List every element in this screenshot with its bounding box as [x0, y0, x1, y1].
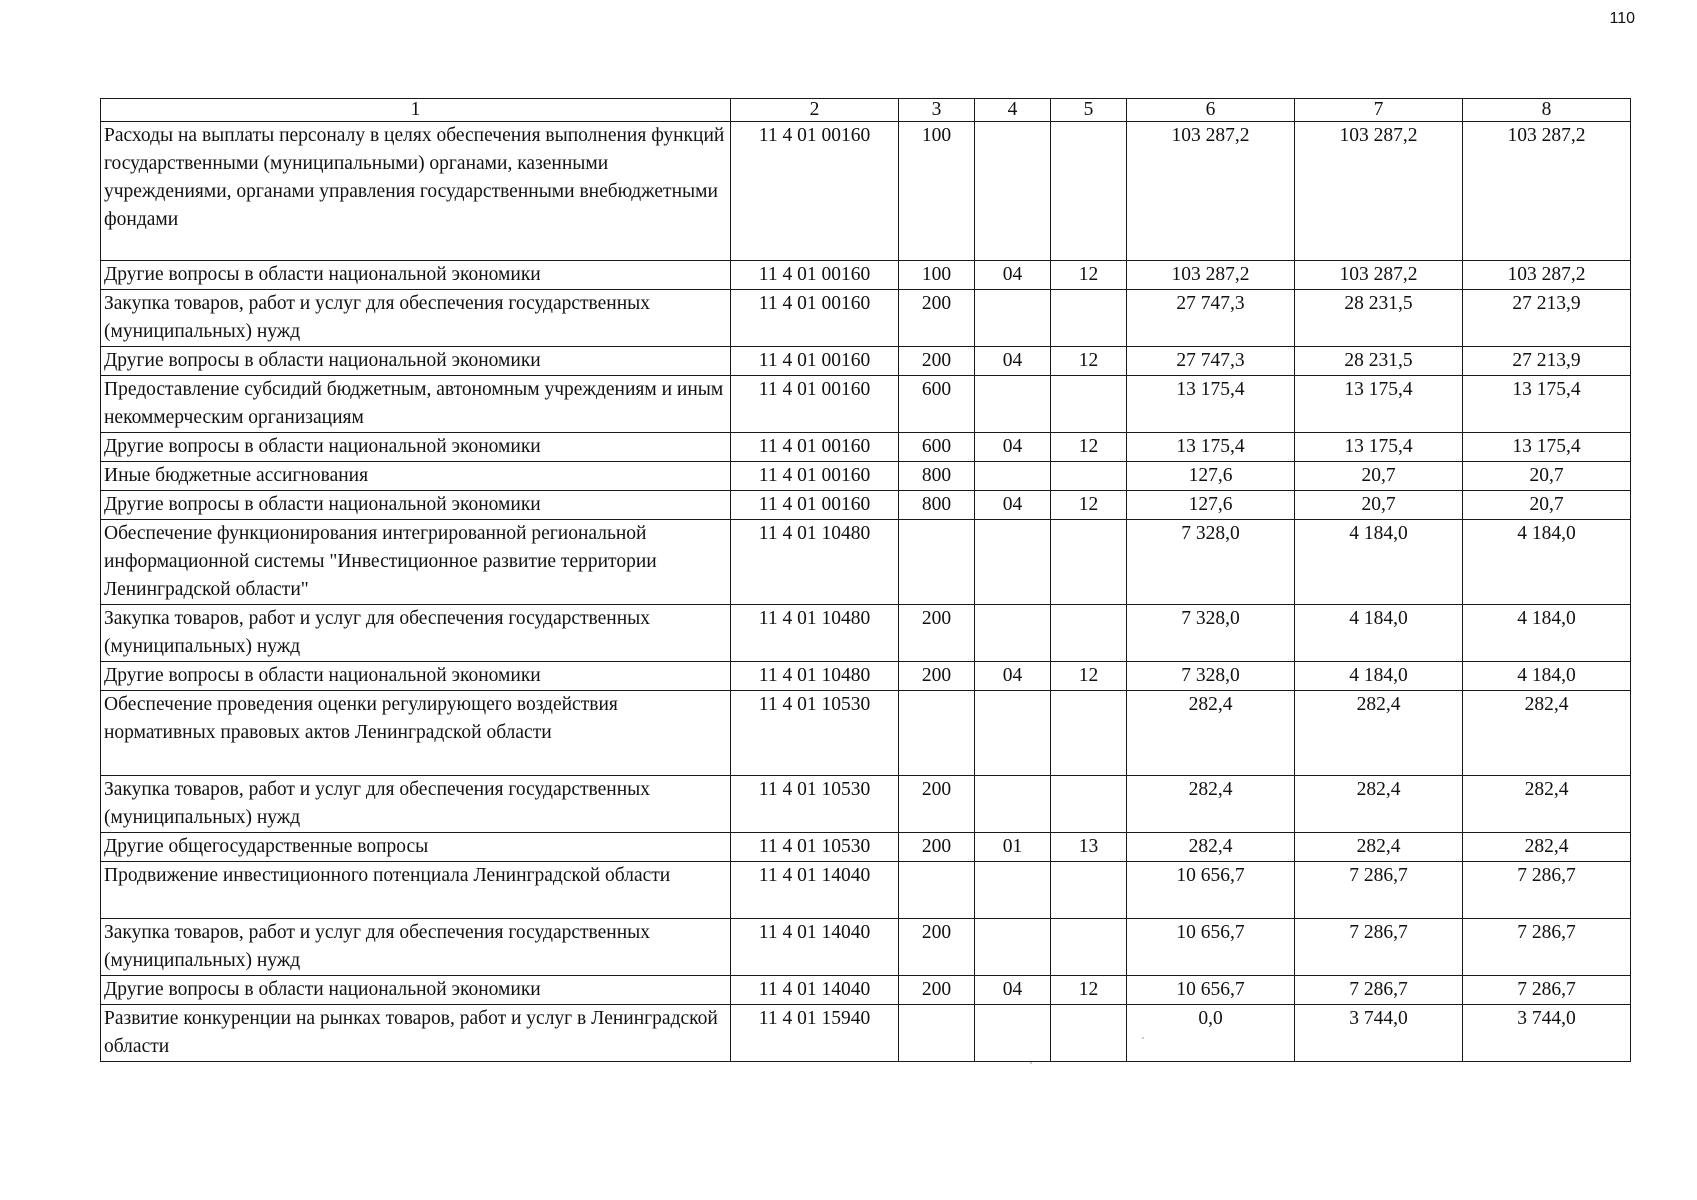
- row-description: Другие вопросы в области национальной экономики: [101, 261, 731, 290]
- section-code: [975, 462, 1051, 491]
- amount-col-6: 7 328,0: [1127, 605, 1295, 662]
- amount-col-8: 7 286,7: [1463, 919, 1631, 976]
- amount-col-7: 3 744,0: [1295, 1005, 1463, 1062]
- scan-speck: [1142, 1037, 1144, 1039]
- amount-col-6: 13 175,4: [1127, 376, 1295, 433]
- amount-col-8: 20,7: [1463, 462, 1631, 491]
- section-code: [975, 520, 1051, 605]
- expense-type-code: [899, 1005, 975, 1062]
- subsection-code: 12: [1051, 261, 1127, 290]
- table-row: [101, 862, 1631, 919]
- section-code: [975, 776, 1051, 833]
- amount-col-8: 4 184,0: [1463, 520, 1631, 605]
- table-row: [101, 462, 1631, 491]
- subsection-code: 12: [1051, 433, 1127, 462]
- expense-type-code: 200: [899, 833, 975, 862]
- amount-col-6: 282,4: [1127, 691, 1295, 776]
- column-header-2: 2: [731, 99, 899, 122]
- row-description: Закупка товаров, работ и услуг для обеспечения государственных (муниципальных) нужд: [101, 776, 731, 833]
- row-description: Развитие конкуренции на рынках товаров, работ и услуг в Ленинградской области: [101, 1005, 731, 1062]
- table-row: [101, 122, 1631, 261]
- subsection-code: [1051, 290, 1127, 347]
- section-code: 01: [975, 833, 1051, 862]
- subsection-code: [1051, 776, 1127, 833]
- amount-col-7: 4 184,0: [1295, 605, 1463, 662]
- section-code: [975, 919, 1051, 976]
- amount-col-6: 7 328,0: [1127, 662, 1295, 691]
- section-code: [975, 122, 1051, 261]
- target-article-code: 11 4 01 00160: [731, 122, 899, 261]
- amount-col-8: 13 175,4: [1463, 433, 1631, 462]
- target-article-code: 11 4 01 14040: [731, 919, 899, 976]
- column-header-5: 5: [1051, 99, 1127, 122]
- amount-col-6: 103 287,2: [1127, 122, 1295, 261]
- row-description: Иные бюджетные ассигнования: [101, 462, 731, 491]
- row-description: Другие вопросы в области национальной экономики: [101, 433, 731, 462]
- scan-speck: [1030, 1062, 1032, 1064]
- table-row: [101, 261, 1631, 290]
- subsection-code: 12: [1051, 976, 1127, 1005]
- target-article-code: 11 4 01 00160: [731, 376, 899, 433]
- expense-type-code: 200: [899, 347, 975, 376]
- amount-col-8: 27 213,9: [1463, 347, 1631, 376]
- amount-col-7: 20,7: [1295, 491, 1463, 520]
- table-row: [101, 491, 1631, 520]
- amount-col-7: 28 231,5: [1295, 347, 1463, 376]
- section-code: 04: [975, 347, 1051, 376]
- amount-col-7: 4 184,0: [1295, 662, 1463, 691]
- target-article-code: 11 4 01 10530: [731, 691, 899, 776]
- table-row: [101, 776, 1631, 833]
- amount-col-7: 4 184,0: [1295, 520, 1463, 605]
- amount-col-8: 4 184,0: [1463, 662, 1631, 691]
- amount-col-7: 28 231,5: [1295, 290, 1463, 347]
- expense-type-code: 600: [899, 376, 975, 433]
- amount-col-6: 127,6: [1127, 462, 1295, 491]
- target-article-code: 11 4 01 00160: [731, 491, 899, 520]
- amount-col-8: 7 286,7: [1463, 976, 1631, 1005]
- subsection-code: [1051, 462, 1127, 491]
- target-article-code: 11 4 01 15940: [731, 1005, 899, 1062]
- subsection-code: [1051, 1005, 1127, 1062]
- amount-col-7: 13 175,4: [1295, 376, 1463, 433]
- column-header-7: 7: [1295, 99, 1463, 122]
- expense-type-code: [899, 862, 975, 919]
- row-description: Закупка товаров, работ и услуг для обеспечения государственных (муниципальных) нужд: [101, 919, 731, 976]
- section-code: [975, 862, 1051, 919]
- subsection-code: 12: [1051, 491, 1127, 520]
- table-row: [101, 662, 1631, 691]
- table-body: [101, 122, 1631, 1062]
- expense-type-code: 100: [899, 261, 975, 290]
- amount-col-6: 282,4: [1127, 833, 1295, 862]
- amount-col-6: 7 328,0: [1127, 520, 1295, 605]
- target-article-code: 11 4 01 10480: [731, 662, 899, 691]
- page-number: 110: [1609, 10, 1635, 27]
- section-code: [975, 290, 1051, 347]
- amount-col-8: 3 744,0: [1463, 1005, 1631, 1062]
- amount-col-7: 282,4: [1295, 691, 1463, 776]
- row-description: Другие общегосударственные вопросы: [101, 833, 731, 862]
- row-description: Обеспечение функционирования интегрированной региональной информационной системы "Инвестиционное развитие территории Ленинградской области": [101, 520, 731, 605]
- table-row: [101, 605, 1631, 662]
- amount-col-8: 7 286,7: [1463, 862, 1631, 919]
- row-description: Другие вопросы в области национальной экономики: [101, 976, 731, 1005]
- subsection-code: [1051, 691, 1127, 776]
- expense-type-code: 200: [899, 605, 975, 662]
- amount-col-7: 282,4: [1295, 833, 1463, 862]
- row-description: Расходы на выплаты персоналу в целях обеспечения выполнения функций государственными (муниципальными) органами, казенными учреждениями, органами управления государственными внебюджетными фондами: [101, 122, 731, 261]
- amount-col-8: 27 213,9: [1463, 290, 1631, 347]
- amount-col-6: 0,0: [1127, 1005, 1295, 1062]
- section-code: [975, 691, 1051, 776]
- section-code: 04: [975, 662, 1051, 691]
- amount-col-8: 4 184,0: [1463, 605, 1631, 662]
- amount-col-6: 103 287,2: [1127, 261, 1295, 290]
- table-row: [101, 347, 1631, 376]
- target-article-code: 11 4 01 00160: [731, 433, 899, 462]
- column-header-4: 4: [975, 99, 1051, 122]
- table-row: [101, 1005, 1631, 1062]
- expense-type-code: 600: [899, 433, 975, 462]
- row-description: Предоставление субсидий бюджетным, автономным учреждениям и иным некоммерческим организациям: [101, 376, 731, 433]
- amount-col-8: 282,4: [1463, 776, 1631, 833]
- column-header-3: 3: [899, 99, 975, 122]
- target-article-code: 11 4 01 00160: [731, 290, 899, 347]
- row-description: Продвижение инвестиционного потенциала Ленинградской области: [101, 862, 731, 919]
- expense-type-code: [899, 520, 975, 605]
- amount-col-8: 282,4: [1463, 833, 1631, 862]
- section-code: 04: [975, 976, 1051, 1005]
- amount-col-6: 127,6: [1127, 491, 1295, 520]
- table-row: [101, 833, 1631, 862]
- amount-col-6: 10 656,7: [1127, 862, 1295, 919]
- amount-col-7: 282,4: [1295, 776, 1463, 833]
- expense-type-code: 100: [899, 122, 975, 261]
- column-header-8: 8: [1463, 99, 1631, 122]
- target-article-code: 11 4 01 10530: [731, 776, 899, 833]
- amount-col-7: 7 286,7: [1295, 976, 1463, 1005]
- table-row: [101, 290, 1631, 347]
- subsection-code: 12: [1051, 662, 1127, 691]
- target-article-code: 11 4 01 14040: [731, 862, 899, 919]
- target-article-code: 11 4 01 14040: [731, 976, 899, 1005]
- subsection-code: [1051, 520, 1127, 605]
- amount-col-6: 27 747,3: [1127, 290, 1295, 347]
- amount-col-6: 282,4: [1127, 776, 1295, 833]
- amount-col-6: 10 656,7: [1127, 976, 1295, 1005]
- table-row: [101, 919, 1631, 976]
- expense-type-code: 800: [899, 462, 975, 491]
- amount-col-7: 103 287,2: [1295, 122, 1463, 261]
- subsection-code: 12: [1051, 347, 1127, 376]
- amount-col-6: 27 747,3: [1127, 347, 1295, 376]
- subsection-code: [1051, 862, 1127, 919]
- subsection-code: [1051, 919, 1127, 976]
- amount-col-8: 103 287,2: [1463, 261, 1631, 290]
- amount-col-6: 13 175,4: [1127, 433, 1295, 462]
- row-description: Другие вопросы в области национальной экономики: [101, 662, 731, 691]
- amount-col-7: 7 286,7: [1295, 919, 1463, 976]
- amount-col-7: 13 175,4: [1295, 433, 1463, 462]
- section-code: [975, 376, 1051, 433]
- subsection-code: [1051, 605, 1127, 662]
- expense-type-code: 200: [899, 776, 975, 833]
- section-code: 04: [975, 261, 1051, 290]
- row-description: Закупка товаров, работ и услуг для обеспечения государственных (муниципальных) нужд: [101, 605, 731, 662]
- row-description: Другие вопросы в области национальной экономики: [101, 347, 731, 376]
- target-article-code: 11 4 01 00160: [731, 347, 899, 376]
- amount-col-8: 103 287,2: [1463, 122, 1631, 261]
- amount-col-7: 7 286,7: [1295, 862, 1463, 919]
- row-description: Другие вопросы в области национальной экономики: [101, 491, 731, 520]
- subsection-code: [1051, 376, 1127, 433]
- budget-table: [100, 98, 1631, 1062]
- row-description: Обеспечение проведения оценки регулирующего воздействия нормативных правовых актов Ленинградской области: [101, 691, 731, 776]
- section-code: 04: [975, 433, 1051, 462]
- target-article-code: 11 4 01 00160: [731, 462, 899, 491]
- target-article-code: 11 4 01 10530: [731, 833, 899, 862]
- expense-type-code: 200: [899, 976, 975, 1005]
- expense-type-code: 200: [899, 290, 975, 347]
- amount-col-7: 20,7: [1295, 462, 1463, 491]
- column-header-6: 6: [1127, 99, 1295, 122]
- expense-type-code: 800: [899, 491, 975, 520]
- expense-type-code: 200: [899, 662, 975, 691]
- amount-col-8: 282,4: [1463, 691, 1631, 776]
- table-row: [101, 376, 1631, 433]
- table-row: [101, 433, 1631, 462]
- column-header-1: 1: [101, 99, 731, 122]
- section-code: 04: [975, 491, 1051, 520]
- amount-col-8: 20,7: [1463, 491, 1631, 520]
- column-number-row: [101, 99, 1631, 122]
- section-code: [975, 605, 1051, 662]
- subsection-code: [1051, 122, 1127, 261]
- expense-type-code: [899, 691, 975, 776]
- expense-type-code: 200: [899, 919, 975, 976]
- subsection-code: 13: [1051, 833, 1127, 862]
- amount-col-6: 10 656,7: [1127, 919, 1295, 976]
- section-code: [975, 1005, 1051, 1062]
- target-article-code: 11 4 01 10480: [731, 520, 899, 605]
- table-row: [101, 691, 1631, 776]
- row-description: Закупка товаров, работ и услуг для обеспечения государственных (муниципальных) нужд: [101, 290, 731, 347]
- target-article-code: 11 4 01 10480: [731, 605, 899, 662]
- amount-col-8: 13 175,4: [1463, 376, 1631, 433]
- table-row: [101, 976, 1631, 1005]
- target-article-code: 11 4 01 00160: [731, 261, 899, 290]
- table-row: [101, 520, 1631, 605]
- amount-col-7: 103 287,2: [1295, 261, 1463, 290]
